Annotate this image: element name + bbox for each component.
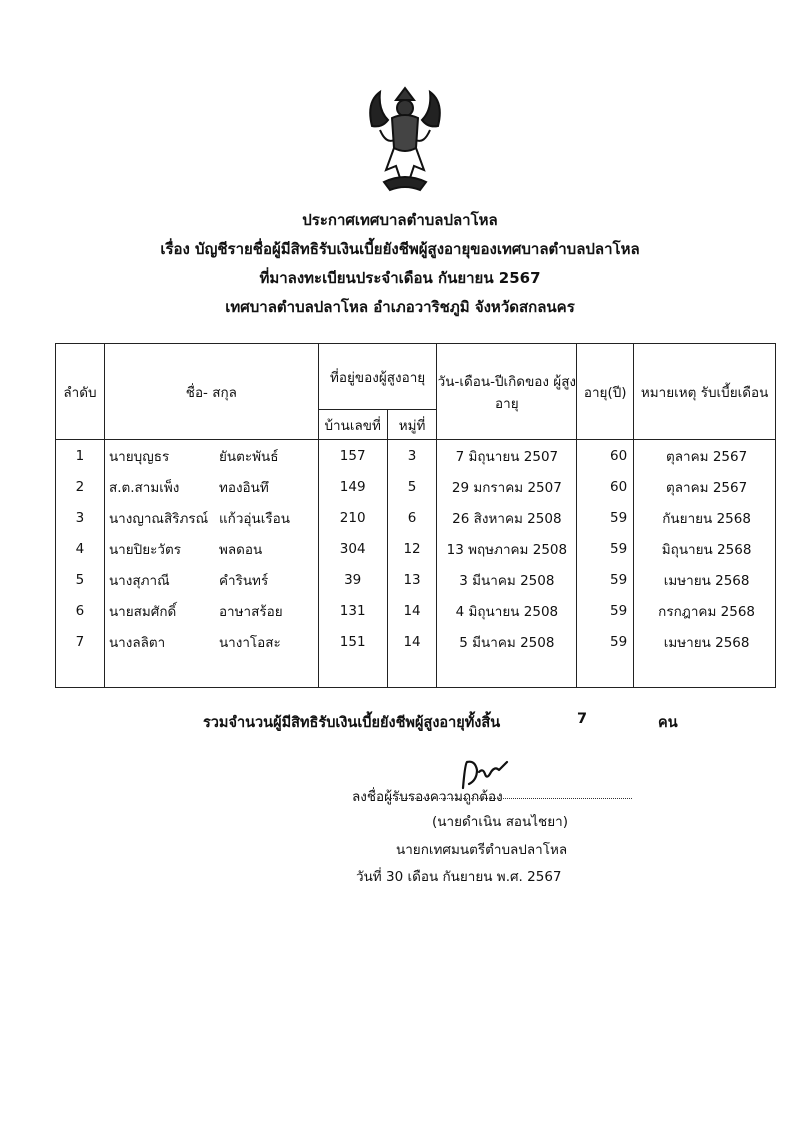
cell-dob: 29 มกราคม 2507 (437, 471, 577, 502)
signature-line (390, 798, 632, 799)
municipality-location: เทศบาลตำบลปลาโหล อำเภอวาริชภูมิ จังหวัดสกลนคร (225, 298, 575, 316)
first-name: นางญาณสิริภรณ์ (108, 510, 209, 527)
cell-house-no: 151 (318, 626, 387, 657)
first-name: นางสุภาณี (108, 572, 170, 589)
header-seq: ลำดับ (56, 344, 105, 440)
first-name: นายสมศักดิ์ (108, 603, 177, 620)
cell-seq: 7 (56, 626, 105, 657)
cell-house-no: 157 (318, 440, 387, 472)
cell-seq: 6 (56, 595, 105, 626)
table-row (56, 471, 776, 502)
signature-date: วันที่ 30 เดือน กันยายน พ.ศ. 2567 (356, 869, 562, 885)
cell-remark: กันยายน 2568 (634, 502, 776, 533)
cell-seq: 5 (56, 564, 105, 595)
cell-dob: 13 พฤษภาคม 2508 (437, 533, 577, 564)
cell-dob: 7 มิถุนายน 2507 (437, 440, 577, 472)
garuda-emblem-icon (362, 86, 448, 194)
last-name: อาษาสร้อย (218, 603, 283, 620)
table-filler-row (56, 657, 776, 688)
first-name: ส.ต.สามเพ็ง (108, 479, 180, 496)
first-name: นางลลิตา (108, 634, 166, 651)
cell-dob: 5 มีนาคม 2508 (437, 626, 577, 657)
total-count: 7 (577, 711, 588, 727)
cell-seq: 3 (56, 502, 105, 533)
last-name: พลดอน (218, 541, 263, 558)
cell-house-no: 210 (318, 502, 387, 533)
cell-village: 14 (387, 595, 437, 626)
cell-remark: มิถุนายน 2568 (634, 533, 776, 564)
last-name: แก้วอุ่นเรือน (218, 510, 290, 527)
cell-village: 3 (387, 440, 437, 472)
cell-remark: ตุลาคม 2567 (634, 440, 776, 472)
last-name: คำรินทร์ (218, 572, 269, 589)
elderly-allowance-table (55, 343, 776, 688)
cell-house-no: 149 (318, 471, 387, 502)
handwritten-signature (455, 758, 515, 792)
signature-label: ลงชื่อผู้รับรองความถูกต้อง (352, 789, 503, 805)
cell-age: 59 (577, 533, 634, 564)
cell-name (104, 471, 318, 502)
table-row (56, 533, 776, 564)
cell-dob: 26 สิงหาคม 2508 (437, 502, 577, 533)
last-name: ทองอินทึ (218, 479, 269, 496)
cell-remark: ตุลาคม 2567 (634, 471, 776, 502)
registration-month: ที่มาลงทะเบียนประจำเดือน กันยายน 2567 (259, 269, 541, 287)
cell-dob: 3 มีนาคม 2508 (437, 564, 577, 595)
total-unit: คน (658, 715, 678, 731)
table-row (56, 502, 776, 533)
first-name: นายปิยะวัตร (108, 541, 182, 558)
cell-village: 13 (387, 564, 437, 595)
cell-house-no: 131 (318, 595, 387, 626)
signer-name: (นายดำเนิน สอนไชยา) (432, 814, 568, 830)
cell-age: 60 (577, 471, 634, 502)
table-row (56, 626, 776, 657)
cell-dob: 4 มิถุนายน 2508 (437, 595, 577, 626)
table-row (56, 564, 776, 595)
header-age: อายุ(ปี) (577, 344, 634, 440)
cell-remark: เมษายน 2568 (634, 626, 776, 657)
announcement-title: ประกาศเทศบาลตำบลปลาโหล (302, 211, 498, 229)
cell-name (104, 440, 318, 472)
total-label: รวมจำนวนผู้มีสิทธิรับเงินเบี้ยยังชีพผู้สูงอายุทั้งสิ้น (203, 715, 501, 731)
cell-village: 5 (387, 471, 437, 502)
cell-village: 14 (387, 626, 437, 657)
cell-village: 12 (387, 533, 437, 564)
cell-age: 59 (577, 626, 634, 657)
cell-age: 59 (577, 595, 634, 626)
cell-seq: 1 (56, 440, 105, 472)
cell-name (104, 595, 318, 626)
cell-seq: 4 (56, 533, 105, 564)
cell-name (104, 564, 318, 595)
cell-house-no: 304 (318, 533, 387, 564)
signer-position: นายกเทศมนตรีตำบลปลาโหล (396, 842, 568, 858)
header-name: ชื่อ- สกุล (104, 344, 318, 440)
cell-remark: กรกฎาคม 2568 (634, 595, 776, 626)
announcement-subject: เรื่อง บัญชีรายชื่อผู้มีสิทธิรับเงินเบี้ยยังชีพผู้สูงอายุของเทศบาลตำบลปลาโหล (160, 240, 640, 258)
cell-village: 6 (387, 502, 437, 533)
last-name: ยันตะพันธ์ (218, 448, 279, 465)
table-row (56, 595, 776, 626)
cell-name (104, 626, 318, 657)
header-dob: วัน-เดือน-ปีเกิดของ ผู้สูงอายุ (437, 344, 577, 440)
cell-seq: 2 (56, 471, 105, 502)
cell-house-no: 39 (318, 564, 387, 595)
cell-name (104, 502, 318, 533)
cell-age: 60 (577, 440, 634, 472)
cell-age: 59 (577, 502, 634, 533)
last-name: นางาโอสะ (218, 634, 281, 651)
cell-age: 59 (577, 564, 634, 595)
cell-remark: เมษายน 2568 (634, 564, 776, 595)
header-village: หมู่ที่ (387, 410, 437, 440)
header-address: ที่อยู่ของผู้สูงอายุ (318, 344, 437, 410)
header-house-no: บ้านเลขที่ (318, 410, 387, 440)
header-remark: หมายเหตุ รับเบี้ยเดือน (634, 344, 776, 440)
cell-name (104, 533, 318, 564)
first-name: นายบุญธร (108, 448, 170, 465)
table-row (56, 440, 776, 472)
